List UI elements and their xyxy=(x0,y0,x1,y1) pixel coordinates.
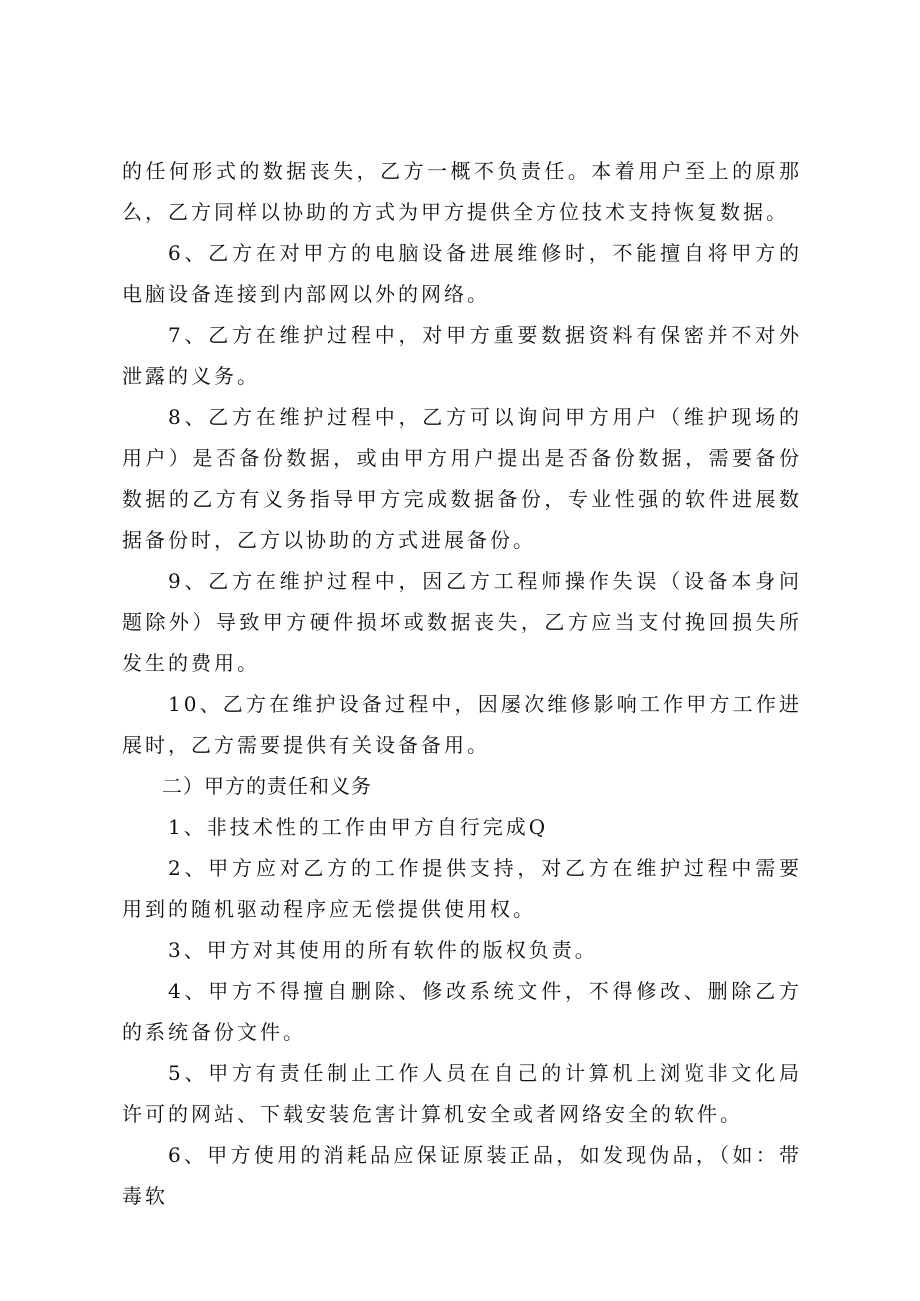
paragraph-a-clause-5: 5、甲方有责任制止工作人员在自己的计算机上浏览非文化局许可的网站、下载安装危害计算机安全或者网络安全的软件。 xyxy=(122,1061,802,1126)
section-heading-party-a-duties: 二）甲方的责任和义务 xyxy=(162,774,372,798)
paragraph-a-clause-3: 3、甲方对其使用的所有软件的版权负责。 xyxy=(168,938,598,962)
paragraph-clause-10-spare-equipment: 10、乙方在维护设备过程中，因屡次维修影响工作甲方工作进展时，乙方需要提供有关设备备用。 xyxy=(122,692,802,757)
document-body xyxy=(122,151,802,1217)
paragraph-data-loss-continued: 的任何形式的数据丧失，乙方一概不负责任。本着用户至上的原那么，乙方同样以协助的方式为甲方提供全方位技术支持恢复数据。 xyxy=(122,159,802,224)
paragraph-a-clause-1: 1、非技术性的工作由甲方自行完成Q xyxy=(168,815,549,839)
paragraph-clause-7-confidentiality: 7、乙方在维护过程中，对甲方重要数据资料有保密并不对外泄露的义务。 xyxy=(122,323,802,388)
paragraph-a-clause-6: 6、甲方使用的消耗品应保证原装正品，如发现伪品，（如：带毒软 xyxy=(122,1143,802,1208)
paragraph-a-clause-2: 2、甲方应对乙方的工作提供支持，对乙方在维护过程中需要用到的随机驱动程序应无偿提供使用权。 xyxy=(122,856,802,921)
paragraph-clause-9-liability: 9、乙方在维护过程中，因乙方工程师操作失误（设备本身问题除外）导致甲方硬件损坏或数据丧失，乙方应当支付挽回损失所发生的费用。 xyxy=(122,569,802,675)
paragraph-a-clause-4: 4、甲方不得擅自删除、修改系统文件，不得修改、删除乙方的系统备份文件。 xyxy=(122,979,802,1044)
paragraph-clause-8-backup: 8、乙方在维护过程中，乙方可以询问甲方用户（维护现场的用户）是否备份数据，或由甲方用户提出是否备份数据，需要备份数据的乙方有义务指导甲方完成数据备份，专业性强的软件进展数据备份时，乙方以协助的方式进展备份。 xyxy=(122,405,802,552)
paragraph-clause-6-network: 6、乙方在对甲方的电脑设备进展维修时，不能擅自将甲方的电脑设备连接到内部网以外的网络。 xyxy=(122,241,802,306)
